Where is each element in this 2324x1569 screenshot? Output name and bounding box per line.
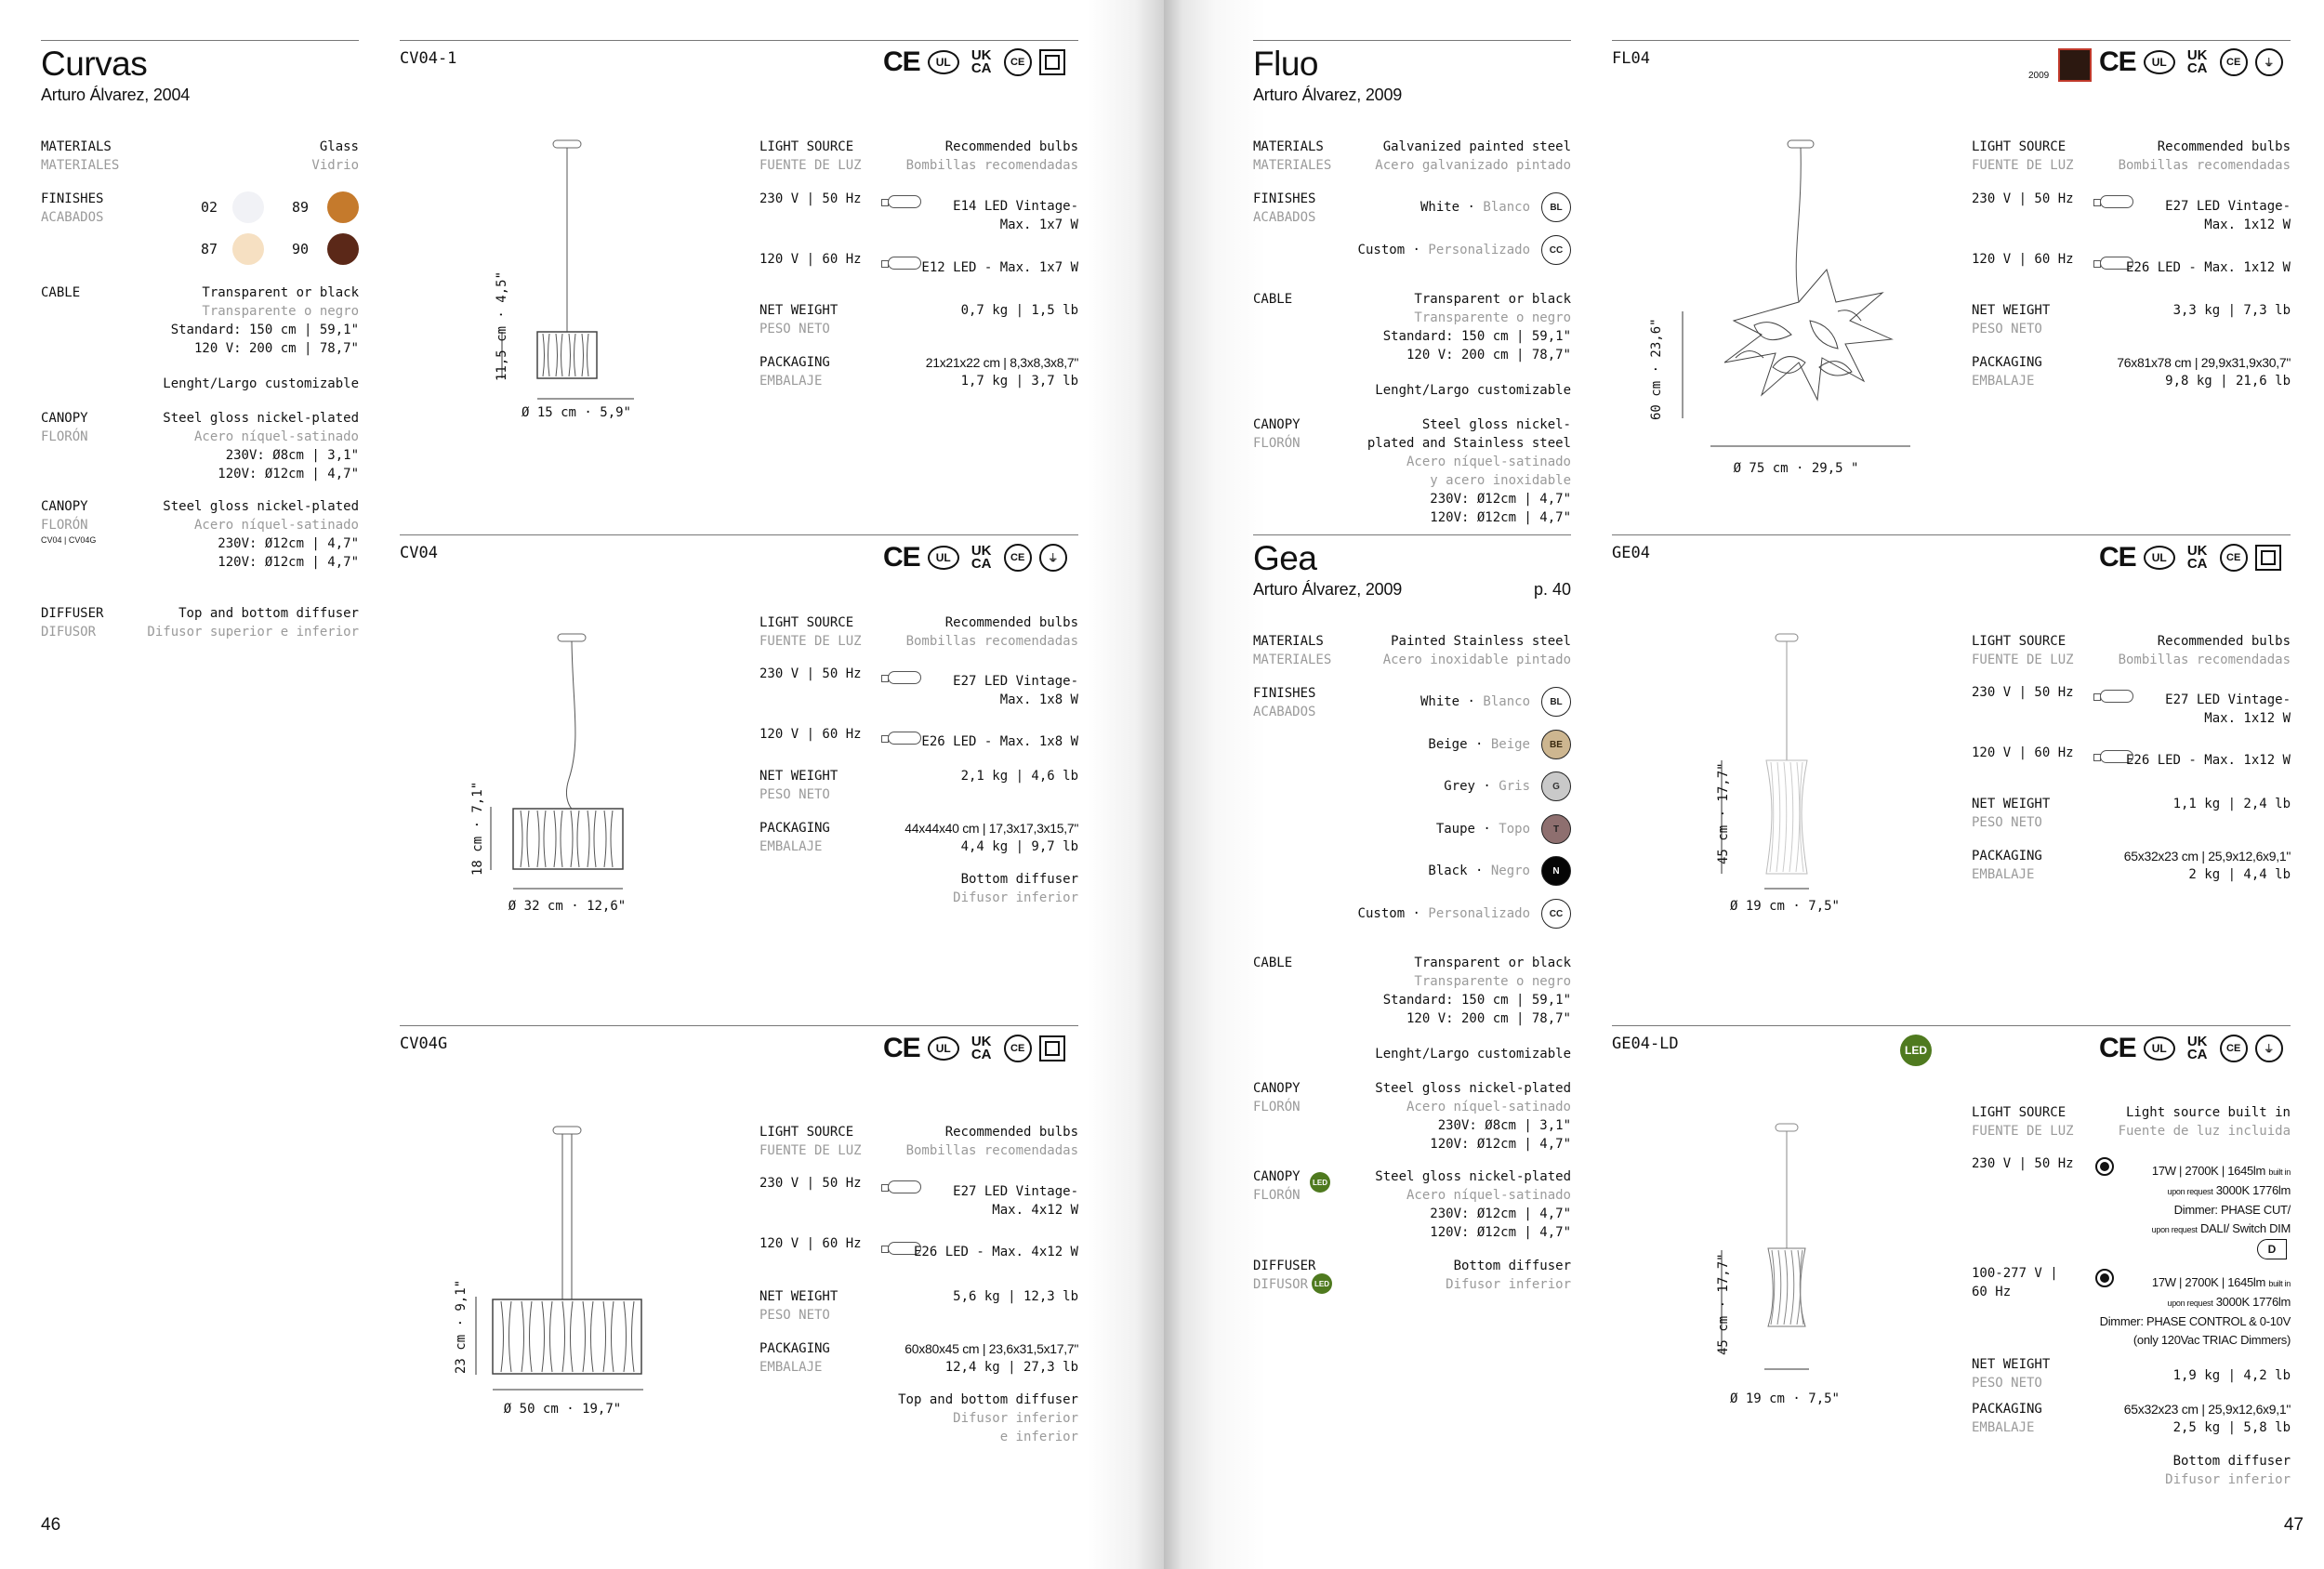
led-spec-100-277: 17W | 2700K | 1645lm built in upon request 3000K 1776lm Dimmer: PHASE CONTROL & 0-10V (only 120Vac TRIAC Dimmers) [2099,1275,2291,1347]
cert-circle-icon: CE [1004,544,1032,572]
voltage-120: 120 V | 60 Hz [1972,252,2074,267]
net-weight-label: NET WEIGHT PESO NETO [759,769,838,802]
finish-row [1348,856,1571,886]
diffuser-value: Top and bottom diffuser Difusor inferior e inferior [898,1392,1078,1444]
page-number: 46 [41,1515,61,1535]
net-weight-label: NET WEIGHT PESO NETO [1972,797,2051,830]
canopy-note: CV04 | CV04G [41,535,97,545]
materials-label: MATERIALS MATERIALES [41,139,120,173]
finish-row [1348,687,1571,717]
voltage-120: 120 V | 60 Hz [759,252,862,267]
swatch-number: 89 [291,199,309,216]
height-dimension: 18 cm · 7,1" [470,781,485,876]
divider [1253,40,1571,41]
dimension-lines [1683,311,1924,451]
cert-circle-icon: CE [1004,1035,1032,1062]
ul-icon: UL [928,1036,959,1061]
ground-icon: ⏚ [2255,1035,2283,1062]
certification-icons [883,1033,1065,1064]
packaging-label: PACKAGING EMBALAJE [1972,849,2042,882]
ukca-icon: UK CA [971,543,992,572]
led-badge-icon: LED [1312,1273,1332,1294]
diffuser-label: DIFFUSER DIFUSOR [1253,1259,1316,1292]
canopy-value: Steel gloss nickel-plated Acero níquel-satinado 230V: Ø8cm | 3,1" 120V: Ø12cm | 4,7" [1375,1081,1571,1152]
award-badge-icon [2058,48,2092,82]
swatch-number: 90 [291,241,309,257]
light-source-label: LIGHT SOURCE FUENTE DE LUZ [1972,1105,2074,1139]
dimension-lines [1722,1250,1852,1390]
voltage-230: 230 V | 50 Hz [1972,1156,2074,1171]
class-ii-icon [1039,49,1065,75]
swatch-89 [327,191,359,223]
bulb-120: E26 LED - Max. 1x12 W [2125,753,2291,768]
net-weight-value: 5,6 kg | 12,3 lb [953,1289,1078,1304]
swatch-02 [232,191,264,223]
finish-swatch: CC [1541,235,1571,265]
cert-circle-icon: CE [2220,1035,2248,1062]
diameter-dimension: Ø 50 cm · 19,7" [503,1402,622,1417]
cable-value: Transparent or black Transparente o negro Standard: 150 cm | 59,1" 120 V: 200 cm | 78,7" Lenght/Largo customizable [1375,956,1571,1061]
diameter-dimension: Ø 19 cm · 7,5" [1729,899,1840,914]
product-code: FL04 [1612,49,1650,68]
voltage-100-277: 100-277 V | 60 Hz [1972,1266,2058,1299]
net-weight-label: NET WEIGHT PESO NETO [759,1289,838,1323]
product-code: GE04-LD [1612,1035,1679,1053]
divider [1612,40,2291,41]
height-dimension: 23 cm · 9,1" [454,1279,469,1374]
canopy-label: CANOPY FLORÓN [1253,417,1301,451]
bulb-230: E27 LED Vintage- Max. 1x12 W [2165,199,2291,232]
finish-row [1348,235,1571,265]
diffuser-value: Top and bottom diffuser Difusor superior e inferior [147,606,359,639]
net-weight-label: NET WEIGHT PESO NETO [759,303,838,336]
ukca-icon: UK CA [2186,47,2208,76]
bulb-230: E27 LED Vintage- Max. 1x12 W [2165,692,2291,726]
family-subtitle: Arturo Álvarez, 2009 [1253,86,1403,104]
product-code: GE04 [1612,544,1650,562]
page-reference: p. 40 [1533,580,1571,599]
finish-name: Black · Negro [1428,864,1530,878]
packaging-value: 65x32x23 cm | 25,9x12,6x9,1" 2 kg | 4,4 lb [2123,849,2291,882]
light-source-label: LIGHT SOURCE FUENTE DE LUZ [759,1125,862,1158]
bulb-120: E26 LED - Max. 4x12 W [913,1245,1078,1259]
right-page [1164,0,2324,1569]
packaging-value: 60x80x45 cm | 23,6x31,5x17,7" 12,4 kg | 27,3 lb [905,1341,1078,1375]
bulb-120: E26 LED - Max. 1x12 W [2125,260,2291,275]
swatch-87 [232,233,264,265]
divider [400,40,1078,41]
net-weight-value: 1,1 kg | 2,4 lb [2172,797,2291,811]
diameter-dimension: Ø 32 cm · 12,6" [508,899,627,914]
packaging-value: 44x44x40 cm | 17,3x17,3x15,7" 4,4 kg | 9,7 lb [905,821,1078,854]
ukca-icon: UK CA [971,47,992,76]
page-number: 47 [2283,1515,2304,1535]
ul-icon: UL [2144,546,2175,570]
ground-icon: ⏚ [2255,48,2283,76]
materials-value: Glass Vidrio [311,139,359,173]
canopy-label: CANOPY FLORÓN [1253,1169,1301,1203]
net-weight-value: 1,9 kg | 4,2 lb [2172,1368,2291,1383]
packaging-label: PACKAGING EMBALAJE [759,355,830,389]
ce-icon: CE [2099,1033,2136,1063]
recommended-bulbs: Recommended bulbs Bombillas recomendadas [905,615,1078,649]
voltage-120: 120 V | 60 Hz [759,1236,862,1251]
bulb-230: E27 LED Vintage- Max. 4x12 W [953,1184,1078,1218]
ul-icon: UL [2144,50,2175,74]
packaging-value: 21x21x22 cm | 8,3x8,3x8,7" 1,7 kg | 3,7 lb [925,355,1078,389]
diffuser-value: Bottom diffuser Difusor inferior [1446,1259,1571,1292]
diffuser-value: Bottom diffuser Difusor inferior [953,872,1078,905]
materials-label: MATERIALS MATERIALES [1253,139,1332,173]
finish-row [1348,899,1571,929]
ce-icon: CE [2099,46,2136,77]
swatch-90 [327,233,359,265]
finish-swatch: N [1541,856,1571,886]
canopy-label: CANOPY FLORÓN [41,411,88,444]
packaging-label: PACKAGING EMBALAJE [1972,1402,2042,1435]
cable-value: Transparent or black Transparente o negro Standard: 150 cm | 59,1" 120 V: 200 cm | 78,7" Lenght/Largo customizable [163,285,359,391]
led-badge-icon: LED [1900,1035,1932,1066]
ce-icon: CE [883,1033,920,1063]
ukca-icon: UK CA [971,1034,992,1062]
finish-name: Custom · Personalizado [1357,906,1530,921]
ukca-icon: UK CA [2186,543,2208,572]
diameter-dimension: Ø 15 cm · 5,9" [521,405,631,420]
height-dimension: 11,5 cm · 4,5" [495,270,509,381]
light-source-label: LIGHT SOURCE FUENTE DE LUZ [1972,634,2074,667]
canopy-label: CANOPY FLORÓN [1253,1081,1301,1114]
finish-swatch: G [1541,771,1571,801]
light-source-label: LIGHT SOURCE FUENTE DE LUZ [759,615,862,649]
finish-swatch: BL [1541,687,1571,717]
net-weight-label: NET WEIGHT PESO NETO [1972,1357,2051,1391]
materials-value: Painted Stainless steel Acero inoxidable pintado [1382,634,1571,667]
product-code: CV04-1 [400,49,457,68]
packaging-label: PACKAGING EMBALAJE [759,1341,830,1375]
divider [1612,534,2291,535]
packaging-label: PACKAGING EMBALAJE [759,821,830,854]
net-weight-value: 0,7 kg | 1,5 lb [960,303,1078,318]
ce-icon: CE [883,46,920,77]
light-source-label: LIGHT SOURCE FUENTE DE LUZ [1972,139,2074,173]
packaging-value: 76x81x78 cm | 29,9x31,9x30,7" 9,8 kg | 21,6 lb [2117,355,2291,389]
finish-row [1348,730,1571,759]
divider [400,534,1078,535]
dali-icon: D [2257,1239,2287,1259]
packaging-label: PACKAGING EMBALAJE [1972,355,2042,389]
materials-value: Galvanized painted steel Acero galvanizado pintado [1375,139,1571,173]
ce-icon: CE [883,542,920,573]
swatch-number: 87 [200,241,218,257]
finishes-label: FINISHES ACABADOS [1253,686,1316,719]
certification-icons [883,46,1065,78]
certification-icons [2099,1033,2283,1064]
finish-name: Beige · Beige [1428,737,1530,752]
voltage-230: 230 V | 50 Hz [759,1176,862,1191]
ul-icon: UL [2144,1036,2175,1061]
family-title: Curvas [41,45,148,83]
finish-row [1348,814,1571,844]
family-subtitle: Arturo Álvarez, 2004 [41,86,191,104]
canopy-label: CANOPY FLORÓN [41,499,88,533]
finish-name: White · Blanco [1419,200,1530,215]
materials-label: MATERIALS MATERIALES [1253,634,1332,667]
led-spec-230: 17W | 2700K | 1645lm built in upon request 3000K 1776lm Dimmer: PHASE CUT/ upon request DALI/ Switch DIM [2151,1164,2291,1235]
divider [1612,1025,2291,1026]
finish-name: Taupe · Topo [1435,822,1530,837]
divider [400,1025,1078,1026]
cable-label: CABLE [41,285,81,300]
cert-circle-icon: CE [1004,48,1032,76]
family-title: Gea [1253,539,1317,577]
finish-swatch: T [1541,814,1571,844]
bulb-230: E14 LED Vintage- Max. 1x7 W [953,199,1078,232]
ground-icon: ⏚ [1039,544,1067,572]
finishes-label: FINISHES ACABADOS [1253,191,1316,225]
finish-swatch: BE [1541,730,1571,759]
net-weight-value: 3,3 kg | 7,3 lb [2172,303,2291,318]
voltage-230: 230 V | 50 Hz [1972,191,2074,206]
certification-icons [2099,46,2283,78]
height-dimension: 45 cm · 17,7" [1716,1253,1731,1355]
net-weight-value: 2,1 kg | 4,6 lb [960,769,1078,784]
bulb-120: E12 LED - Max. 1x7 W [921,260,1078,275]
voltage-230: 230 V | 50 Hz [759,191,862,206]
finish-row [1348,771,1571,801]
finish-row [1348,192,1571,222]
cable-label: CABLE [1253,956,1293,970]
voltage-120: 120 V | 60 Hz [759,727,862,742]
recommended-bulbs: Recommended bulbs Bombillas recomendadas [2118,634,2291,667]
finish-name: Custom · Personalizado [1357,243,1530,257]
light-source-builtin: Light source built in Fuente de luz incluida [2118,1105,2291,1139]
cert-circle-icon: CE [2220,48,2248,76]
family-subtitle: Arturo Álvarez, 2009 [1253,580,1403,599]
ul-icon: UL [928,546,959,570]
voltage-230: 230 V | 50 Hz [759,666,862,681]
voltage-230: 230 V | 50 Hz [1972,685,2074,700]
height-dimension: 45 cm · 17,7" [1716,762,1731,864]
finish-swatch: CC [1541,899,1571,929]
finish-name: White · Blanco [1419,694,1530,709]
finish-swatch: BL [1541,192,1571,222]
class-ii-icon [1039,1035,1065,1061]
diameter-dimension: Ø 19 cm · 7,5" [1729,1391,1840,1406]
bulb-230: E27 LED Vintage- Max. 1x8 W [953,674,1078,707]
ul-icon: UL [928,50,959,74]
recommended-bulbs: Recommended bulbs Bombillas recomendadas [905,139,1078,173]
ce-icon: CE [2099,542,2136,573]
finishes-label: FINISHES ACABADOS [41,191,104,225]
canopy-value: Steel gloss nickel- plated and Stainless steel Acero níquel-satinado y acero inoxidable 230V: Ø12cm | 4,7" 120V: Ø12cm | 4,7" [1367,417,1571,525]
award-year: 2009 [2028,71,2050,81]
diameter-dimension: Ø 75 cm · 29,5 " [1733,461,1859,476]
recommended-bulbs: Recommended bulbs Bombillas recomendadas [2118,139,2291,173]
cert-circle-icon: CE [2220,544,2248,572]
product-code: CV04 [400,544,438,562]
dimension-lines [476,1297,662,1399]
dimension-lines [1722,760,1852,900]
certification-icons [883,542,1067,574]
diffuser-value: Bottom diffuser Difusor inferior [2165,1454,2291,1487]
cable-value: Transparent or black Transparente o negro Standard: 150 cm | 59,1" 120 V: 200 cm | 78,7" Lenght/Largo customizable [1375,292,1571,398]
height-dimension: 60 cm · 23,6" [1649,318,1664,420]
class-ii-icon [2255,545,2281,571]
led-badge-icon: LED [1310,1172,1330,1193]
packaging-value: 65x32x23 cm | 25,9x12,6x9,1" 2,5 kg | 5,8 lb [2123,1402,2291,1435]
diffuser-label: DIFFUSER DIFUSOR [41,606,104,639]
light-source-label: LIGHT SOURCE FUENTE DE LUZ [759,139,862,173]
divider [41,40,359,41]
dimension-lines [491,807,658,900]
divider [1253,534,1571,535]
voltage-120: 120 V | 60 Hz [1972,745,2074,760]
bulb-120: E26 LED - Max. 1x8 W [921,734,1078,749]
canopy-value: Steel gloss nickel-plated Acero níquel-satinado 230V: Ø12cm | 4,7" 120V: Ø12cm | 4,7" [1375,1169,1571,1240]
family-title: Fluo [1253,45,1318,83]
canopy-value: Steel gloss nickel-plated Acero níquel-satinado 230V: Ø8cm | 3,1" 120V: Ø12cm | 4,7" [163,411,359,481]
dimension-lines [502,330,651,414]
finish-name: Grey · Gris [1444,779,1530,794]
cable-label: CABLE [1253,292,1293,307]
swatch-number: 02 [200,199,218,216]
recommended-bulbs: Recommended bulbs Bombillas recomendadas [905,1125,1078,1158]
certification-icons [2099,542,2281,574]
canopy-value: Steel gloss nickel-plated Acero níquel-satinado 230V: Ø12cm | 4,7" 120V: Ø12cm | 4,7" [163,499,359,570]
ukca-icon: UK CA [2186,1034,2208,1062]
product-code: CV04G [400,1035,448,1053]
net-weight-label: NET WEIGHT PESO NETO [1972,303,2051,336]
